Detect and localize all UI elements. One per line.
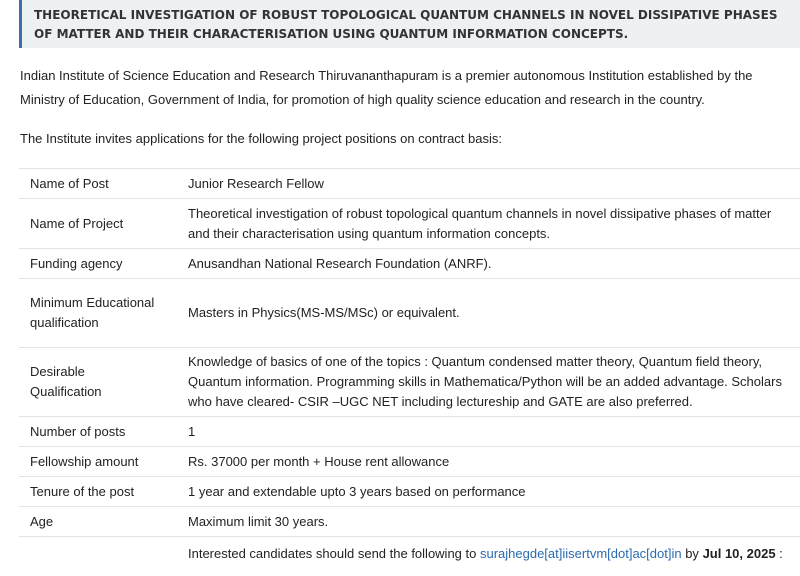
row-value: 1: [188, 417, 800, 447]
row-value: Knowledge of basics of one of the topics : Quantum condensed matter theory, Quantum field theory, Quantum information. Programming skills in Mathematica/Python will be an added advantage. Scholars who have cleared- CSIR –UGC NET including lectureship and GATE are also preferred.: [188, 348, 800, 417]
table-row: [19, 348, 800, 417]
row-value: Theoretical investigation of robust topological quantum channels in novel dissipative phases of matter and their characterisation using quantum information concepts.: [188, 199, 800, 249]
row-value: Masters in Physics(MS-MS/MSc) or equivalent.: [188, 279, 800, 348]
apply-instructions: [188, 537, 800, 571]
deadline-date: Jul 10, 2025: [702, 545, 776, 561]
row-label: Desirable Qualification: [19, 348, 188, 417]
table-row: [19, 417, 800, 447]
apply-middle: by: [681, 545, 703, 561]
table-row: [19, 477, 800, 507]
table-row: [19, 507, 800, 537]
row-label: Tenure of the post: [19, 477, 188, 507]
row-label: Fellowship amount: [19, 447, 188, 477]
row-value: Rs. 37000 per month + House rent allowance: [188, 447, 800, 477]
position-details-table: [19, 168, 800, 571]
row-label: Name of Post: [19, 169, 188, 199]
row-label: Funding agency: [19, 249, 188, 279]
row-label-empty: [19, 537, 188, 571]
notice-title-box: [19, 0, 800, 48]
row-label: Number of posts: [19, 417, 188, 447]
row-label: Name of Project: [19, 199, 188, 249]
row-value: Maximum limit 30 years.: [188, 507, 800, 537]
notice-title: THEORETICAL INVESTIGATION OF ROBUST TOPOLOGICAL QUANTUM CHANNELS IN NOVEL DISSIPATIVE PHASES OF MATTER AND THEIR CHARACTERISATION USING QUANTUM INFORMATION CONCEPTS.: [34, 8, 778, 41]
table-row: [19, 169, 800, 199]
table-row: [19, 279, 800, 348]
row-label: Age: [19, 507, 188, 537]
contact-email-link[interactable]: surajhegde[at]iisertvm[dot]ac[dot]in: [479, 545, 682, 561]
table-row: [19, 447, 800, 477]
row-value: Junior Research Fellow: [188, 169, 800, 199]
invite-paragraph: The Institute invites applications for the following project positions on contract basis:: [20, 131, 502, 146]
row-label: Minimum Educational qualification: [19, 279, 188, 348]
table-row: [19, 537, 800, 571]
apply-suffix: :: [775, 545, 783, 561]
table-row: [19, 249, 800, 279]
table-row: [19, 199, 800, 249]
apply-prefix: Interested candidates should send the following to: [188, 545, 480, 561]
intro-paragraph: Indian Institute of Science Education and Research Thiruvananthapuram is a premier autonomous Institution established by the Ministry of Education, Government of India, for promotion of high quality science education and research in the country.: [20, 68, 753, 107]
row-value: Anusandhan National Research Foundation (ANRF).: [188, 249, 800, 279]
row-value: 1 year and extendable upto 3 years based on performance: [188, 477, 800, 507]
